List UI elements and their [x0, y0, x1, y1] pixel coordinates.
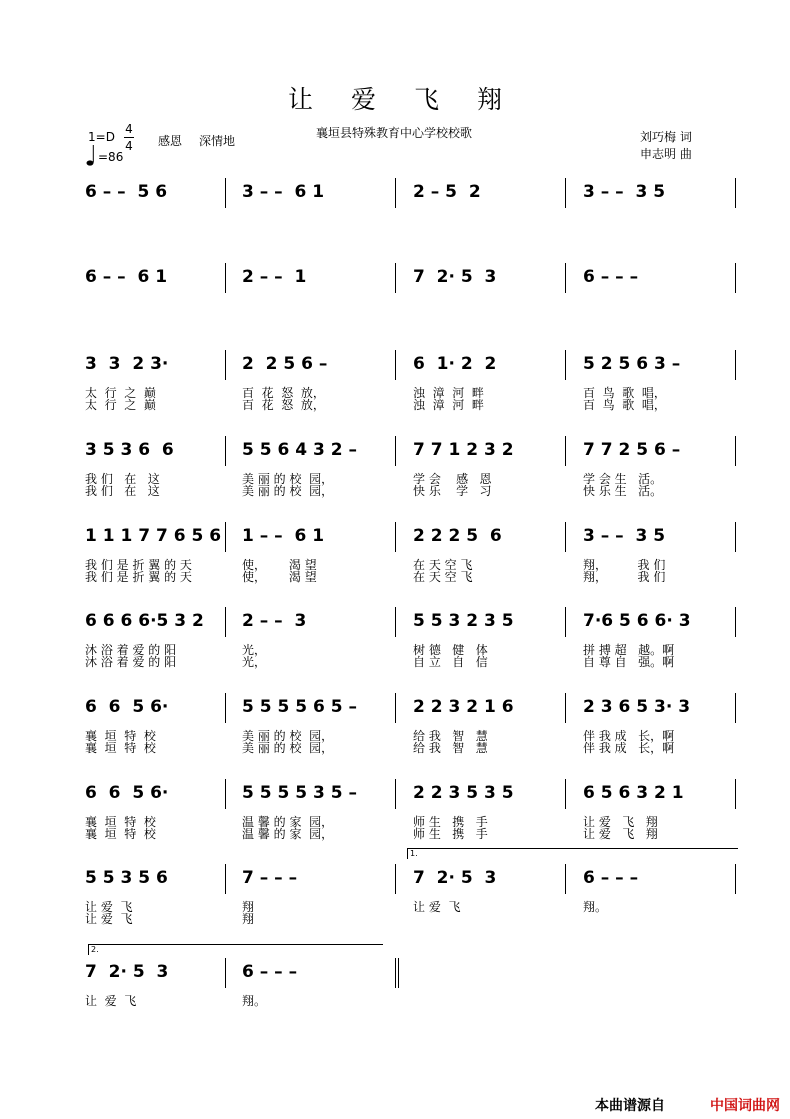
- lyric-text: 让 爱 飞 翔: [583, 827, 658, 841]
- lyric-text: 浊 漳 河 畔: [413, 386, 484, 400]
- lyric-text: 伴 我 成 长，啊: [583, 741, 675, 755]
- first-ending-bracket: 1.: [407, 848, 738, 859]
- bar-line: [225, 693, 226, 723]
- notes-line: [80, 779, 745, 809]
- lyric-text: 沐 浴 着 爱 的 阳: [85, 643, 177, 657]
- song-subtitle: 襄垣县特殊教育中心学校校歌: [316, 126, 473, 140]
- lyric-text: 让 爱 飞 翔: [583, 815, 658, 829]
- footer-source: 本曲谱源自: [595, 1098, 665, 1114]
- bar-line: [225, 178, 226, 208]
- page-title: 让爱飞翔: [287, 85, 540, 114]
- notes-line: [80, 263, 745, 293]
- lyricist-credit: 刘巧梅 词: [640, 130, 692, 144]
- lyric-text: 美 丽 的 校 园，: [242, 729, 334, 743]
- bar-line: [735, 436, 736, 466]
- lyric-text: 襄 垣 特 校: [85, 741, 156, 755]
- lyric-text: 翔: [242, 912, 255, 926]
- lyric-text: 伴 我 成 长，啊: [583, 729, 675, 743]
- measure-notes: 1 1 1 7 7 6 5 6: [85, 526, 222, 546]
- lyric-text: 沐 浴 着 爱 的 阳: [85, 655, 177, 669]
- lyric-text: 襄 垣 特 校: [85, 815, 156, 829]
- bar-line: [225, 958, 226, 988]
- bar-line: [225, 607, 226, 637]
- key-signature: 1=D: [88, 130, 115, 144]
- lyric-text: 自 立 自 信: [413, 655, 488, 669]
- lyric-text: 美 丽 的 校 园，: [242, 484, 334, 498]
- bar-line: [225, 263, 226, 293]
- lyric-text: 学 会 生 活。: [583, 472, 663, 486]
- expression-gratitude: 感恩: [158, 134, 183, 148]
- lyric-text: 学 会 感 恩: [413, 472, 492, 486]
- lyric-text: 光，: [242, 643, 267, 657]
- measure-notes: 5 5 5 5 3 5 –: [242, 783, 357, 803]
- measure-notes: 3 – – 6 1: [242, 182, 325, 202]
- measure-notes: 6 – – 6 1: [85, 267, 168, 287]
- lyric-text: 我 们 在 这: [85, 484, 160, 498]
- measure-notes: 6 6 5 6·: [85, 783, 169, 803]
- notes-line: [80, 522, 745, 552]
- lyric-text: 光，: [242, 655, 267, 669]
- bar-line: [225, 522, 226, 552]
- lyric-text: 拼 搏 超 越。啊: [583, 643, 675, 657]
- lyric-text: 树 德 健 体: [413, 643, 488, 657]
- bar-line: [225, 350, 226, 380]
- bar-line: [735, 178, 736, 208]
- measure-notes: 2 – – 3: [242, 611, 307, 631]
- bar-line: [395, 864, 396, 894]
- lyric-text: 太 行 之 巅: [85, 398, 156, 412]
- lyric-text: 我 们 是 折 翼 的 天: [85, 570, 192, 584]
- measure-notes: 2 2 2 5 6: [413, 526, 502, 546]
- time-signature: 4 4: [125, 122, 133, 153]
- measure-notes: 3 3 2 3·: [85, 354, 169, 374]
- lyric-text: 襄 垣 特 校: [85, 827, 156, 841]
- lyric-text: 让 爱 飞: [85, 912, 133, 926]
- bar-line: [735, 779, 736, 809]
- measure-notes: 5 5 3 2 3 5: [413, 611, 514, 631]
- bar-line: [395, 958, 396, 988]
- measure-notes: 7 2· 5 3: [413, 267, 497, 287]
- measure-notes: 2 3 6 5 3· 3: [583, 697, 691, 717]
- notes-line: [80, 350, 745, 380]
- lyric-text: 翔。: [242, 994, 267, 1008]
- bar-line: [565, 263, 566, 293]
- lyric-text: 给 我 智 慧: [413, 741, 488, 755]
- lyric-text: 快 乐 生 活。: [583, 484, 663, 498]
- measure-notes: 7 7 1 2 3 2: [413, 440, 514, 460]
- lyric-text: 在 天 空 飞: [413, 558, 473, 572]
- notes-line: [80, 178, 745, 208]
- lyric-text: 美 丽 的 校 园，: [242, 472, 334, 486]
- measure-notes: 2 2 3 2 1 6: [413, 697, 514, 717]
- measure-notes: 5 2 5 6 3 –: [583, 354, 681, 374]
- lyric-text: 让 爱 飞: [85, 900, 133, 914]
- lyric-text: 我 们 在 这: [85, 472, 160, 486]
- lyric-text: 自 尊 自 强。啊: [583, 655, 675, 669]
- bar-line: [565, 350, 566, 380]
- lyric-text: 在 天 空 飞: [413, 570, 473, 584]
- lyric-text: 美 丽 的 校 园，: [242, 741, 334, 755]
- lyric-text: 给 我 智 慧: [413, 729, 488, 743]
- lyric-text: 我 们 是 折 翼 的 天: [85, 558, 192, 572]
- measure-notes: 6 – – –: [583, 267, 639, 287]
- bar-line: [395, 607, 396, 637]
- lyric-text: 襄 垣 特 校: [85, 729, 156, 743]
- lyric-text: 师 生 携 手: [413, 827, 488, 841]
- measure-notes: 2 2 3 5 3 5: [413, 783, 514, 803]
- lyric-text: 翔: [242, 900, 255, 914]
- tempo-marking: =86: [98, 150, 124, 164]
- measure-notes: 7·6 5 6 6· 3: [583, 611, 691, 631]
- measure-notes: 6 6 6 6·5 3 2: [85, 611, 204, 631]
- measure-notes: 5 5 3 5 6: [85, 868, 168, 888]
- measure-notes: 7 7 2 5 6 –: [583, 440, 681, 460]
- bar-line: [565, 522, 566, 552]
- lyric-text: 翔， 我 们: [583, 558, 666, 572]
- notes-line: [80, 693, 745, 723]
- lyric-text: 温 馨 的 家 园，: [242, 827, 334, 841]
- lyric-text: 太 行 之 巅: [85, 386, 156, 400]
- composer-credit: 申志明 曲: [640, 147, 692, 161]
- measure-notes: 5 5 6 4 3 2 –: [242, 440, 357, 460]
- lyric-text: 温 馨 的 家 园，: [242, 815, 334, 829]
- bar-line: [565, 864, 566, 894]
- lyric-text: 师 生 携 手: [413, 815, 488, 829]
- expression-affectionate: 深情地: [199, 134, 236, 148]
- measure-notes: 7 – – –: [242, 868, 298, 888]
- bar-line: [395, 436, 396, 466]
- bar-line: [565, 178, 566, 208]
- measure-notes: 2 2 5 6 –: [242, 354, 328, 374]
- lyric-text: 快 乐 学 习: [413, 484, 492, 498]
- lyric-text: 翔。: [583, 900, 608, 914]
- bar-line: [735, 607, 736, 637]
- measure-notes: 1 – – 6 1: [242, 526, 325, 546]
- lyric-text: 让 爱 飞: [413, 900, 461, 914]
- notes-line: [80, 864, 745, 894]
- measure-notes: 3 5 3 6 6: [85, 440, 174, 460]
- measure-notes: 6 6 5 6·: [85, 697, 169, 717]
- bar-line: [225, 864, 226, 894]
- measure-notes: 6 – – –: [242, 962, 298, 982]
- bar-line: [395, 693, 396, 723]
- quarter-note-icon: [86, 143, 96, 167]
- measure-notes: 7 2· 5 3: [413, 868, 497, 888]
- measure-notes: 7 2· 5 3: [85, 962, 169, 982]
- bar-line: [735, 864, 736, 894]
- bar-line: [565, 607, 566, 637]
- bar-line: [565, 436, 566, 466]
- final-bar-line: [398, 958, 399, 988]
- bar-line: [225, 436, 226, 466]
- measure-notes: 5 5 5 5 6 5 –: [242, 697, 357, 717]
- lyric-text: 翔， 我 们: [583, 570, 666, 584]
- measure-notes: 2 – 5 2: [413, 182, 481, 202]
- lyric-text: 百 鸟 歌 唱，: [583, 398, 666, 412]
- bar-line: [395, 178, 396, 208]
- bar-line: [395, 522, 396, 552]
- measure-notes: 6 5 6 3 2 1: [583, 783, 684, 803]
- lyric-text: 百 鸟 歌 唱，: [583, 386, 666, 400]
- measure-notes: 6 – – 5 6: [85, 182, 168, 202]
- measure-notes: 6 – – –: [583, 868, 639, 888]
- bar-line: [735, 693, 736, 723]
- measure-notes: 6 1· 2 2: [413, 354, 497, 374]
- measure-notes: 2 – – 1: [242, 267, 307, 287]
- bar-line: [395, 779, 396, 809]
- second-ending-bracket: 2.: [88, 944, 383, 955]
- notes-line: [80, 607, 745, 637]
- bar-line: [225, 779, 226, 809]
- bar-line: [565, 693, 566, 723]
- lyric-text: 百 花 怒 放，: [242, 398, 325, 412]
- footer-site-link[interactable]: 中国词曲网: [710, 1098, 780, 1114]
- notes-line: [80, 436, 745, 466]
- lyric-text: 让 爱 飞: [85, 994, 137, 1008]
- bar-line: [735, 350, 736, 380]
- notes-line: [80, 958, 745, 988]
- lyric-text: 浊 漳 河 畔: [413, 398, 484, 412]
- bar-line: [735, 263, 736, 293]
- lyric-text: 百 花 怒 放，: [242, 386, 325, 400]
- bar-line: [735, 522, 736, 552]
- measure-notes: 3 – – 3 5: [583, 182, 666, 202]
- bar-line: [565, 779, 566, 809]
- lyric-text: 使， 渴 望: [242, 558, 317, 572]
- lyric-text: 使， 渴 望: [242, 570, 317, 584]
- measure-notes: 3 – – 3 5: [583, 526, 666, 546]
- bar-line: [395, 263, 396, 293]
- bar-line: [395, 350, 396, 380]
